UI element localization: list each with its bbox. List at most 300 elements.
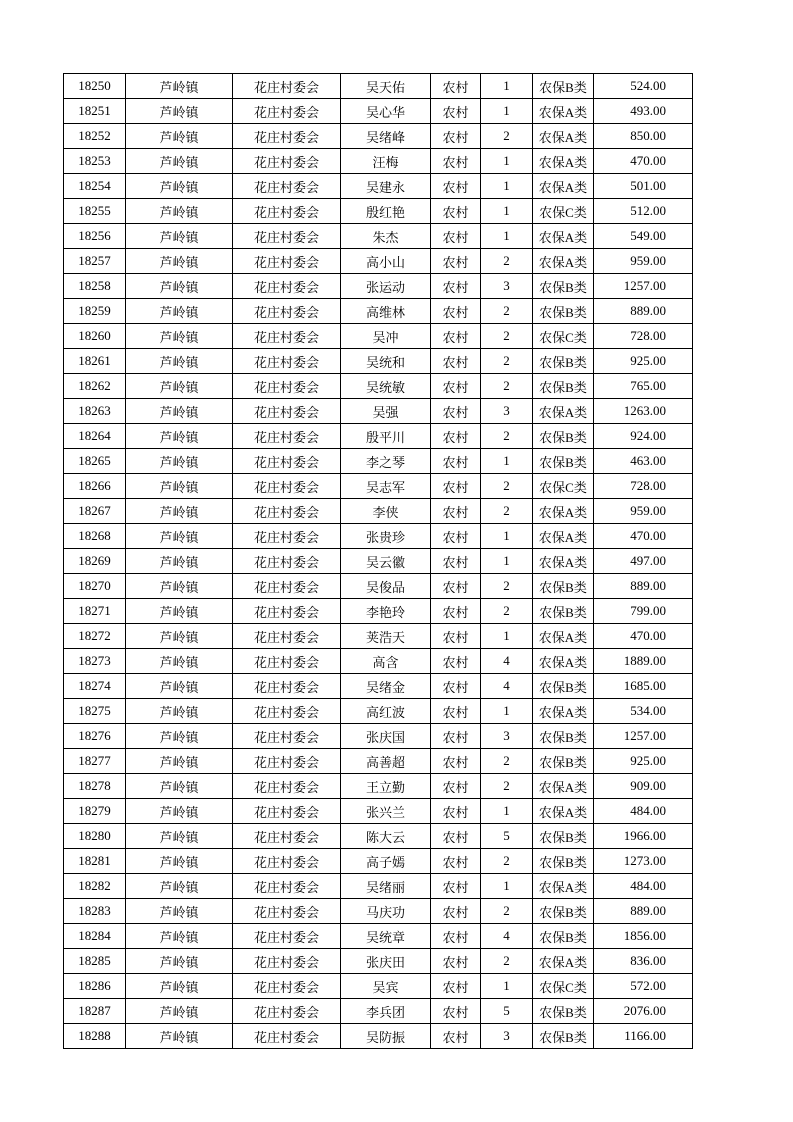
cell-name: 张贵珍 (341, 524, 431, 549)
cell-town: 芦岭镇 (126, 199, 233, 224)
cell-count: 1 (481, 699, 533, 724)
cell-count: 1 (481, 524, 533, 549)
table-row (64, 399, 693, 424)
table-row (64, 99, 693, 124)
cell-name: 吴宾 (341, 974, 431, 999)
cell-type: 农保A类 (533, 799, 594, 824)
cell-id: 18268 (64, 524, 126, 549)
cell-town: 芦岭镇 (126, 774, 233, 799)
cell-count: 2 (481, 749, 533, 774)
cell-name: 吴冲 (341, 324, 431, 349)
table-row (64, 149, 693, 174)
cell-town: 芦岭镇 (126, 699, 233, 724)
table-row (64, 949, 693, 974)
cell-amount: 501.00 (594, 174, 693, 199)
cell-type: 农保B类 (533, 999, 594, 1024)
cell-village: 花庄村委会 (233, 399, 341, 424)
cell-town: 芦岭镇 (126, 99, 233, 124)
cell-town: 芦岭镇 (126, 174, 233, 199)
table-row (64, 999, 693, 1024)
cell-count: 1 (481, 199, 533, 224)
cell-name: 高含 (341, 649, 431, 674)
cell-count: 1 (481, 549, 533, 574)
cell-type: 农保A类 (533, 399, 594, 424)
cell-id: 18255 (64, 199, 126, 224)
cell-amount: 889.00 (594, 899, 693, 924)
cell-village: 花庄村委会 (233, 149, 341, 174)
table-row (64, 449, 693, 474)
cell-name: 高子嫣 (341, 849, 431, 874)
cell-type: 农保B类 (533, 924, 594, 949)
roster-table (63, 73, 693, 1049)
cell-type: 农保A类 (533, 774, 594, 799)
cell-id: 18288 (64, 1024, 126, 1049)
cell-id: 18287 (64, 999, 126, 1024)
cell-town: 芦岭镇 (126, 124, 233, 149)
cell-village: 花庄村委会 (233, 524, 341, 549)
cell-category: 农村 (431, 1024, 481, 1049)
cell-id: 18285 (64, 949, 126, 974)
cell-name: 陈大云 (341, 824, 431, 849)
cell-town: 芦岭镇 (126, 924, 233, 949)
cell-type: 农保A类 (533, 699, 594, 724)
cell-amount: 463.00 (594, 449, 693, 474)
cell-village: 花庄村委会 (233, 849, 341, 874)
cell-town: 芦岭镇 (126, 949, 233, 974)
table-row (64, 974, 693, 999)
cell-town: 芦岭镇 (126, 499, 233, 524)
table-row (64, 349, 693, 374)
cell-type: 农保B类 (533, 449, 594, 474)
cell-amount: 1166.00 (594, 1024, 693, 1049)
cell-count: 2 (481, 599, 533, 624)
cell-category: 农村 (431, 274, 481, 299)
cell-amount: 728.00 (594, 324, 693, 349)
cell-amount: 909.00 (594, 774, 693, 799)
table-row (64, 899, 693, 924)
cell-village: 花庄村委会 (233, 124, 341, 149)
cell-amount: 765.00 (594, 374, 693, 399)
cell-name: 吴统和 (341, 349, 431, 374)
cell-town: 芦岭镇 (126, 874, 233, 899)
cell-town: 芦岭镇 (126, 524, 233, 549)
cell-category: 农村 (431, 599, 481, 624)
cell-name: 吴建永 (341, 174, 431, 199)
cell-village: 花庄村委会 (233, 599, 341, 624)
cell-count: 3 (481, 724, 533, 749)
cell-town: 芦岭镇 (126, 249, 233, 274)
cell-name: 李兵团 (341, 999, 431, 1024)
cell-name: 吴天佑 (341, 74, 431, 99)
cell-village: 花庄村委会 (233, 674, 341, 699)
cell-category: 农村 (431, 924, 481, 949)
cell-town: 芦岭镇 (126, 824, 233, 849)
cell-town: 芦岭镇 (126, 999, 233, 1024)
cell-name: 吴防振 (341, 1024, 431, 1049)
cell-category: 农村 (431, 799, 481, 824)
cell-category: 农村 (431, 699, 481, 724)
cell-village: 花庄村委会 (233, 574, 341, 599)
cell-name: 李之琴 (341, 449, 431, 474)
cell-type: 农保A类 (533, 524, 594, 549)
cell-amount: 925.00 (594, 749, 693, 774)
cell-name: 殷红艳 (341, 199, 431, 224)
cell-type: 农保A类 (533, 124, 594, 149)
cell-type: 农保B类 (533, 424, 594, 449)
cell-village: 花庄村委会 (233, 224, 341, 249)
cell-name: 吴志军 (341, 474, 431, 499)
cell-count: 2 (481, 849, 533, 874)
cell-amount: 1685.00 (594, 674, 693, 699)
cell-amount: 836.00 (594, 949, 693, 974)
cell-village: 花庄村委会 (233, 424, 341, 449)
cell-town: 芦岭镇 (126, 899, 233, 924)
cell-name: 张兴兰 (341, 799, 431, 824)
cell-category: 农村 (431, 74, 481, 99)
cell-id: 18286 (64, 974, 126, 999)
cell-id: 18267 (64, 499, 126, 524)
cell-count: 2 (481, 324, 533, 349)
table-row (64, 624, 693, 649)
cell-town: 芦岭镇 (126, 149, 233, 174)
cell-type: 农保B类 (533, 599, 594, 624)
cell-town: 芦岭镇 (126, 474, 233, 499)
cell-count: 1 (481, 974, 533, 999)
cell-town: 芦岭镇 (126, 599, 233, 624)
cell-id: 18270 (64, 574, 126, 599)
cell-category: 农村 (431, 999, 481, 1024)
cell-id: 18284 (64, 924, 126, 949)
cell-category: 农村 (431, 774, 481, 799)
table-row (64, 549, 693, 574)
cell-name: 吴强 (341, 399, 431, 424)
cell-id: 18260 (64, 324, 126, 349)
cell-id: 18279 (64, 799, 126, 824)
cell-id: 18266 (64, 474, 126, 499)
cell-village: 花庄村委会 (233, 624, 341, 649)
cell-name: 吴心华 (341, 99, 431, 124)
cell-amount: 889.00 (594, 299, 693, 324)
cell-village: 花庄村委会 (233, 99, 341, 124)
cell-type: 农保C类 (533, 474, 594, 499)
table-row (64, 249, 693, 274)
cell-town: 芦岭镇 (126, 549, 233, 574)
cell-name: 吴绪峰 (341, 124, 431, 149)
cell-count: 1 (481, 449, 533, 474)
cell-town: 芦岭镇 (126, 224, 233, 249)
cell-category: 农村 (431, 174, 481, 199)
cell-amount: 1966.00 (594, 824, 693, 849)
cell-town: 芦岭镇 (126, 849, 233, 874)
table-row (64, 574, 693, 599)
cell-village: 花庄村委会 (233, 324, 341, 349)
cell-category: 农村 (431, 424, 481, 449)
cell-count: 2 (481, 124, 533, 149)
cell-village: 花庄村委会 (233, 299, 341, 324)
table-row (64, 224, 693, 249)
cell-type: 农保A类 (533, 949, 594, 974)
cell-town: 芦岭镇 (126, 349, 233, 374)
cell-count: 2 (481, 499, 533, 524)
cell-amount: 2076.00 (594, 999, 693, 1024)
cell-id: 18272 (64, 624, 126, 649)
table-row (64, 649, 693, 674)
cell-amount: 572.00 (594, 974, 693, 999)
cell-category: 农村 (431, 249, 481, 274)
table-row (64, 849, 693, 874)
cell-id: 18262 (64, 374, 126, 399)
table-row (64, 924, 693, 949)
cell-category: 农村 (431, 149, 481, 174)
cell-amount: 534.00 (594, 699, 693, 724)
cell-town: 芦岭镇 (126, 799, 233, 824)
cell-category: 农村 (431, 974, 481, 999)
cell-town: 芦岭镇 (126, 299, 233, 324)
cell-name: 马庆功 (341, 899, 431, 924)
cell-id: 18273 (64, 649, 126, 674)
cell-amount: 1889.00 (594, 649, 693, 674)
cell-amount: 889.00 (594, 574, 693, 599)
cell-name: 张庆田 (341, 949, 431, 974)
cell-type: 农保B类 (533, 349, 594, 374)
table-row (64, 299, 693, 324)
cell-amount: 497.00 (594, 549, 693, 574)
cell-village: 花庄村委会 (233, 374, 341, 399)
table-row (64, 324, 693, 349)
cell-count: 1 (481, 624, 533, 649)
cell-category: 农村 (431, 674, 481, 699)
table-row (64, 174, 693, 199)
cell-category: 农村 (431, 199, 481, 224)
cell-amount: 959.00 (594, 499, 693, 524)
cell-id: 18256 (64, 224, 126, 249)
cell-id: 18271 (64, 599, 126, 624)
table-row (64, 474, 693, 499)
cell-town: 芦岭镇 (126, 374, 233, 399)
cell-id: 18253 (64, 149, 126, 174)
cell-count: 2 (481, 774, 533, 799)
cell-amount: 484.00 (594, 799, 693, 824)
cell-village: 花庄村委会 (233, 349, 341, 374)
cell-village: 花庄村委会 (233, 799, 341, 824)
cell-town: 芦岭镇 (126, 324, 233, 349)
cell-type: 农保B类 (533, 899, 594, 924)
cell-village: 花庄村委会 (233, 874, 341, 899)
cell-amount: 1263.00 (594, 399, 693, 424)
cell-village: 花庄村委会 (233, 774, 341, 799)
cell-category: 农村 (431, 899, 481, 924)
cell-name: 吴统章 (341, 924, 431, 949)
cell-amount: 1273.00 (594, 849, 693, 874)
cell-count: 2 (481, 574, 533, 599)
cell-name: 吴统敏 (341, 374, 431, 399)
cell-type: 农保A类 (533, 99, 594, 124)
cell-type: 农保A类 (533, 649, 594, 674)
cell-name: 朱杰 (341, 224, 431, 249)
cell-id: 18263 (64, 399, 126, 424)
cell-category: 农村 (431, 624, 481, 649)
cell-village: 花庄村委会 (233, 549, 341, 574)
cell-town: 芦岭镇 (126, 749, 233, 774)
cell-category: 农村 (431, 474, 481, 499)
table-row (64, 74, 693, 99)
cell-amount: 512.00 (594, 199, 693, 224)
cell-category: 农村 (431, 524, 481, 549)
cell-amount: 799.00 (594, 599, 693, 624)
cell-type: 农保B类 (533, 724, 594, 749)
table-row (64, 874, 693, 899)
cell-id: 18252 (64, 124, 126, 149)
cell-village: 花庄村委会 (233, 249, 341, 274)
cell-id: 18275 (64, 699, 126, 724)
cell-village: 花庄村委会 (233, 749, 341, 774)
table-row (64, 374, 693, 399)
cell-count: 2 (481, 474, 533, 499)
cell-name: 荚浩天 (341, 624, 431, 649)
cell-type: 农保A类 (533, 149, 594, 174)
cell-village: 花庄村委会 (233, 199, 341, 224)
cell-category: 农村 (431, 299, 481, 324)
cell-category: 农村 (431, 574, 481, 599)
cell-id: 18278 (64, 774, 126, 799)
cell-type: 农保B类 (533, 274, 594, 299)
cell-name: 吴绪金 (341, 674, 431, 699)
cell-type: 农保B类 (533, 74, 594, 99)
cell-count: 1 (481, 99, 533, 124)
cell-name: 张运动 (341, 274, 431, 299)
cell-id: 18250 (64, 74, 126, 99)
cell-name: 吴俊品 (341, 574, 431, 599)
cell-town: 芦岭镇 (126, 624, 233, 649)
cell-town: 芦岭镇 (126, 424, 233, 449)
table-row (64, 1024, 693, 1049)
cell-id: 18282 (64, 874, 126, 899)
cell-id: 18264 (64, 424, 126, 449)
cell-village: 花庄村委会 (233, 999, 341, 1024)
cell-id: 18277 (64, 749, 126, 774)
cell-amount: 959.00 (594, 249, 693, 274)
cell-town: 芦岭镇 (126, 74, 233, 99)
cell-name: 吴云徽 (341, 549, 431, 574)
cell-type: 农保B类 (533, 374, 594, 399)
cell-category: 农村 (431, 224, 481, 249)
cell-town: 芦岭镇 (126, 974, 233, 999)
table-row (64, 599, 693, 624)
cell-type: 农保B类 (533, 749, 594, 774)
cell-category: 农村 (431, 399, 481, 424)
cell-count: 5 (481, 999, 533, 1024)
cell-amount: 1257.00 (594, 724, 693, 749)
cell-id: 18274 (64, 674, 126, 699)
cell-amount: 1257.00 (594, 274, 693, 299)
cell-name: 高小山 (341, 249, 431, 274)
cell-village: 花庄村委会 (233, 274, 341, 299)
cell-count: 1 (481, 74, 533, 99)
cell-count: 2 (481, 249, 533, 274)
cell-amount: 850.00 (594, 124, 693, 149)
cell-name: 高红波 (341, 699, 431, 724)
cell-name: 吴绪丽 (341, 874, 431, 899)
cell-category: 农村 (431, 449, 481, 474)
cell-name: 王立勤 (341, 774, 431, 799)
cell-amount: 925.00 (594, 349, 693, 374)
cell-category: 农村 (431, 849, 481, 874)
cell-type: 农保B类 (533, 574, 594, 599)
cell-id: 18283 (64, 899, 126, 924)
cell-type: 农保B类 (533, 674, 594, 699)
cell-amount: 549.00 (594, 224, 693, 249)
cell-type: 农保A类 (533, 174, 594, 199)
cell-category: 农村 (431, 324, 481, 349)
cell-village: 花庄村委会 (233, 824, 341, 849)
cell-count: 2 (481, 374, 533, 399)
cell-id: 18276 (64, 724, 126, 749)
cell-town: 芦岭镇 (126, 649, 233, 674)
cell-type: 农保A类 (533, 224, 594, 249)
cell-count: 2 (481, 899, 533, 924)
cell-village: 花庄村委会 (233, 949, 341, 974)
cell-category: 农村 (431, 824, 481, 849)
cell-type: 农保A类 (533, 499, 594, 524)
cell-village: 花庄村委会 (233, 899, 341, 924)
cell-town: 芦岭镇 (126, 274, 233, 299)
table-row (64, 699, 693, 724)
cell-category: 农村 (431, 124, 481, 149)
cell-id: 18269 (64, 549, 126, 574)
table-row (64, 199, 693, 224)
cell-type: 农保B类 (533, 824, 594, 849)
cell-category: 农村 (431, 549, 481, 574)
cell-name: 殷平川 (341, 424, 431, 449)
cell-town: 芦岭镇 (126, 724, 233, 749)
cell-count: 1 (481, 799, 533, 824)
cell-category: 农村 (431, 374, 481, 399)
cell-category: 农村 (431, 724, 481, 749)
table-row (64, 424, 693, 449)
cell-town: 芦岭镇 (126, 399, 233, 424)
cell-count: 5 (481, 824, 533, 849)
cell-amount: 470.00 (594, 149, 693, 174)
cell-type: 农保B类 (533, 849, 594, 874)
cell-amount: 728.00 (594, 474, 693, 499)
cell-count: 4 (481, 649, 533, 674)
cell-count: 4 (481, 674, 533, 699)
cell-category: 农村 (431, 949, 481, 974)
cell-category: 农村 (431, 749, 481, 774)
cell-type: 农保C类 (533, 324, 594, 349)
cell-id: 18251 (64, 99, 126, 124)
cell-type: 农保B类 (533, 299, 594, 324)
table-row (64, 774, 693, 799)
roster-table-body (64, 74, 693, 1049)
cell-name: 李侠 (341, 499, 431, 524)
cell-count: 4 (481, 924, 533, 949)
table-row (64, 799, 693, 824)
cell-count: 2 (481, 349, 533, 374)
cell-village: 花庄村委会 (233, 699, 341, 724)
table-row (64, 749, 693, 774)
cell-id: 18280 (64, 824, 126, 849)
cell-type: 农保C类 (533, 199, 594, 224)
cell-name: 张庆国 (341, 724, 431, 749)
cell-amount: 470.00 (594, 524, 693, 549)
table-row (64, 124, 693, 149)
cell-category: 农村 (431, 499, 481, 524)
cell-town: 芦岭镇 (126, 1024, 233, 1049)
cell-village: 花庄村委会 (233, 649, 341, 674)
cell-town: 芦岭镇 (126, 449, 233, 474)
cell-id: 18259 (64, 299, 126, 324)
